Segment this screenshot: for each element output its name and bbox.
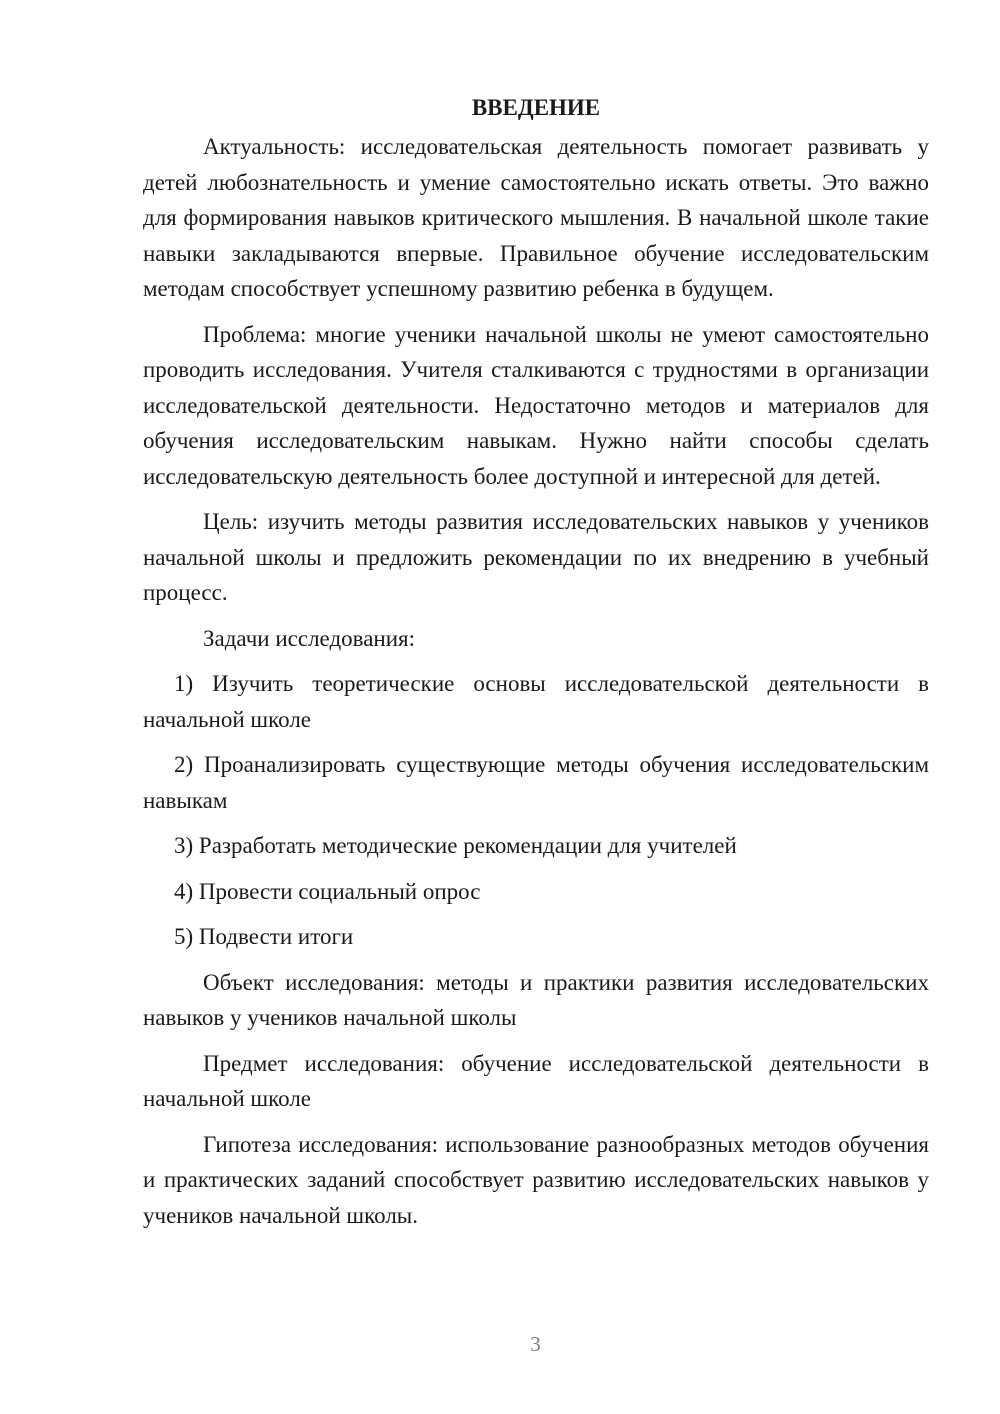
- task-item-5: 5) Подвести итоги: [174, 924, 354, 949]
- task-item-1: 1) Изучить теоретические основы исследовательской деятельности в начальной школе: [143, 671, 929, 732]
- task-item-3: 3) Разработать методические рекомендации для учителей: [174, 833, 737, 858]
- page-number: 3: [530, 1332, 541, 1356]
- paragraph-problem: Проблема: многие ученики начальной школы не умеют самостоятельно проводить исследования. Учителя сталкиваются с трудностями в организации исследовательской деятельности. Недостаточно методов и материалов для обучения исследовательским навыкам. Нужно найти способы сделать исследовательскую деятельность более доступной и интересной для детей.: [143, 321, 929, 489]
- paragraph-relevance: Актуальность: исследовательская деятельность помогает развивать у детей любознательность и умение самостоятельно искать ответы. Это важно для формирования навыков критического мышления. В начальной школе такие навыки закладываются впервые. Правильное обучение исследовательским методам способствует успешному развитию ребенка в будущем.: [143, 134, 929, 301]
- task-item-4: 4) Провести социальный опрос: [174, 878, 481, 904]
- paragraph-subject: Предмет исследования: обучение исследовательской деятельности в начальной школе: [143, 1050, 929, 1111]
- tasks-heading: Задачи исследования:: [203, 625, 416, 651]
- task-item-2: 2) Проанализировать существующие методы обучения исследовательским навыкам: [143, 752, 929, 813]
- page-title: ВВЕДЕНИЕ: [471, 95, 601, 120]
- document-page: [143, 90, 929, 1233]
- paragraph-hypothesis: Гипотеза исследования: использование разнообразных методов обучения и практических заданий способствует развитию исследовательских навыков у учеников начальной школы.: [143, 1131, 929, 1228]
- paragraph-object: Объект исследования: методы и практики развития исследовательских навыков у учеников начальной школы: [143, 969, 929, 1030]
- paragraph-goal: Цель: изучить методы развития исследовательских навыков у учеников начальной школы и предложить рекомендации по их внедрению в учебный процесс.: [143, 509, 929, 605]
